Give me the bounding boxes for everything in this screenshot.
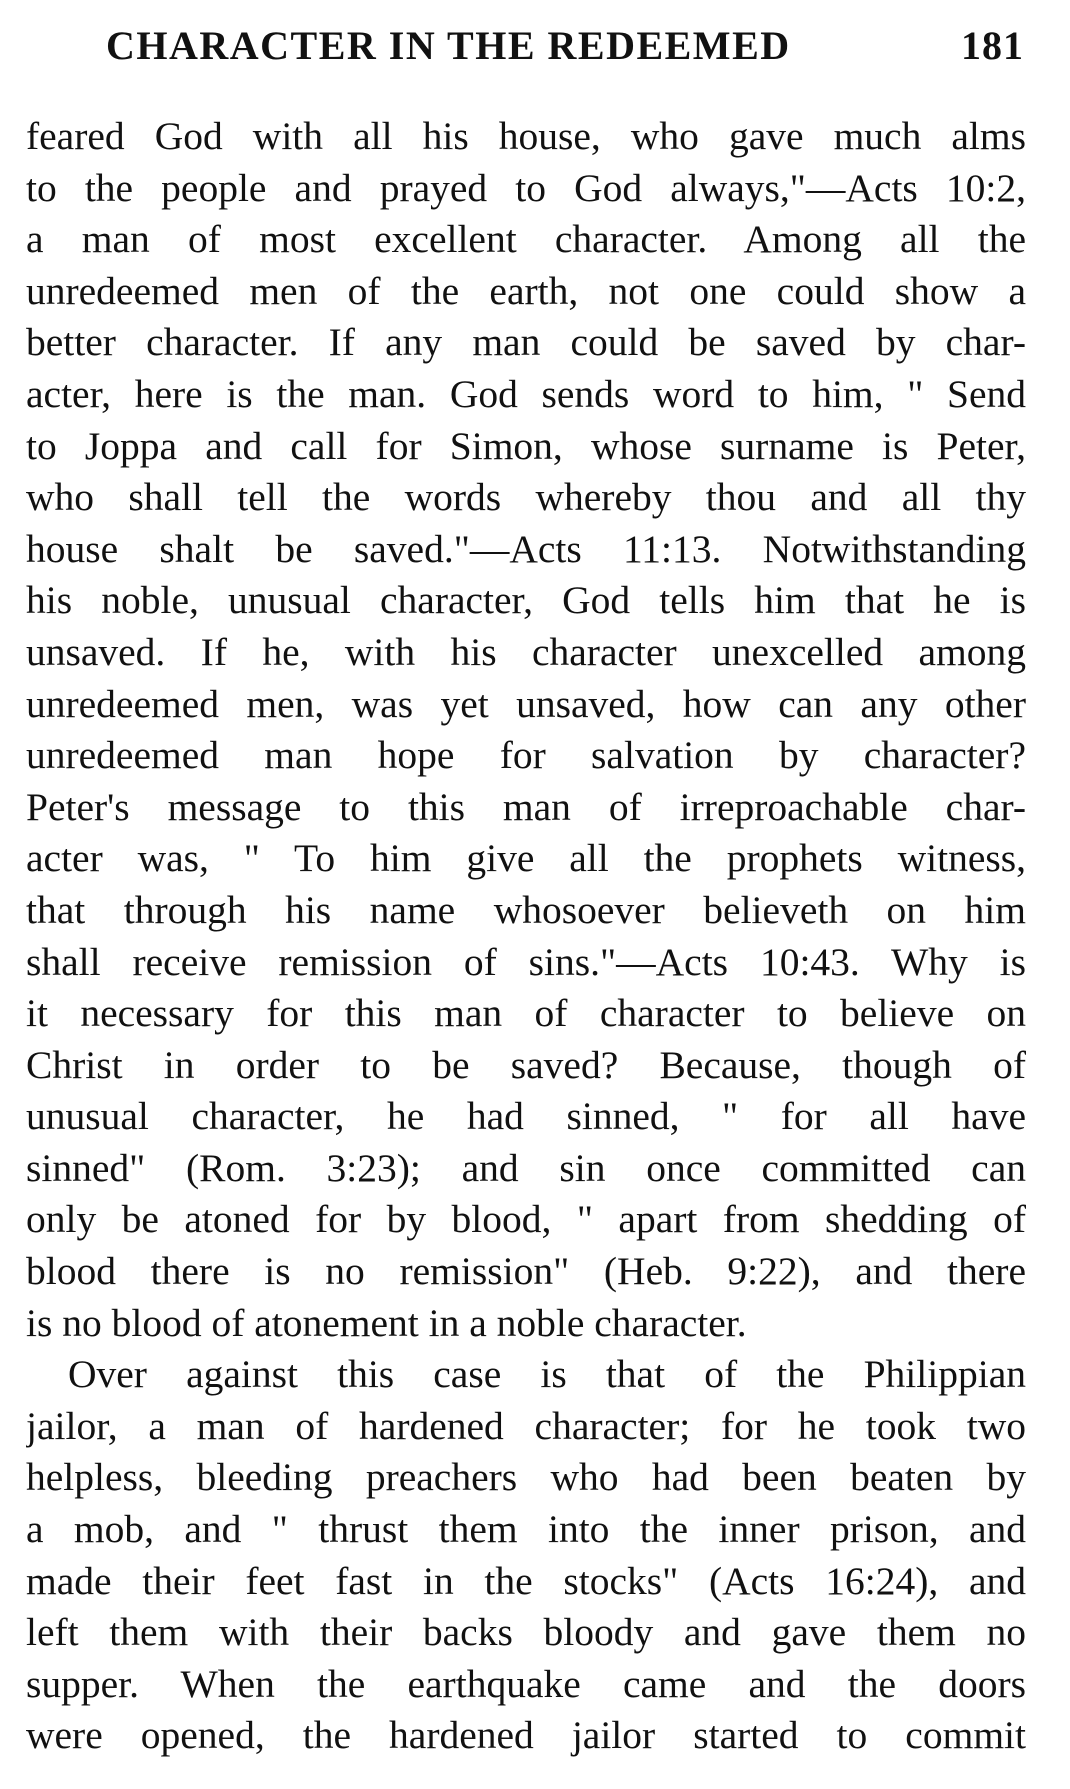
text-line: unusual character, he had sinned, " for all have (26, 1094, 1026, 1139)
text-line: better character. If any man could be saved by char- (26, 320, 1026, 365)
text-line: unredeemed man hope for salvation by character? (26, 733, 1026, 778)
text-line: jailor, a man of hardened character; for he took two (26, 1403, 1026, 1448)
text-line: sinned" (Rom. 3:23); and sin once committed can (26, 1145, 1026, 1190)
running-head (106, 22, 1024, 78)
text-line: only be atoned for by blood, " apart from shedding of (26, 1197, 1026, 1242)
text-line: made their feet fast in the stocks" (Acts 16:24), and (26, 1558, 1026, 1603)
text-line: is no blood of atonement in a noble character. (26, 1300, 747, 1345)
text-line: to Joppa and call for Simon, whose surname is Peter, (26, 423, 1026, 468)
text-line: Over against this case is that of the Philippian (68, 1352, 1026, 1397)
text-line: left them with their backs bloody and gave them no (26, 1610, 1026, 1655)
body-text (26, 111, 1026, 1762)
text-line: house shalt be saved."—Acts 11:13. Notwithstanding (26, 526, 1026, 571)
text-line: Peter's message to this man of irreproachable char- (26, 784, 1026, 829)
text-line: it necessary for this man of character to believe on (26, 991, 1026, 1036)
text-line: unredeemed men of the earth, not one could show a (26, 268, 1026, 313)
text-line: supper. When the earthquake came and the doors (26, 1661, 1026, 1706)
text-line: to the people and prayed to God always,"—Acts 10:2, (26, 165, 1026, 210)
text-line: his noble, unusual character, God tells him that he is (26, 578, 1026, 623)
page-number: 181 (961, 23, 1024, 68)
text-line: acter, here is the man. God sends word to him, " Send (26, 371, 1026, 416)
text-line: were opened, the hardened jailor started to commit (26, 1713, 1026, 1758)
text-line: a man of most excellent character. Among all the (26, 217, 1026, 262)
text-line: that through his name whosoever believeth on him (26, 887, 1026, 932)
text-line: acter was, " To him give all the prophets witness, (26, 836, 1026, 881)
running-head-title: CHARACTER IN THE REDEEMED (106, 23, 791, 68)
text-line: blood there is no remission" (Heb. 9:22), and there (26, 1249, 1026, 1294)
text-line: shall receive remission of sins."—Acts 10:43. Why is (26, 939, 1026, 984)
text-line: helpless, bleeding preachers who had been beaten by (26, 1455, 1026, 1500)
text-line: a mob, and " thrust them into the inner prison, and (26, 1507, 1026, 1552)
text-line: Christ in order to be saved? Because, though of (26, 1042, 1026, 1087)
text-line: unsaved. If he, with his character unexcelled among (26, 629, 1026, 674)
text-line: unredeemed men, was yet unsaved, how can any other (26, 681, 1026, 726)
text-line: who shall tell the words whereby thou and all thy (26, 475, 1026, 520)
text-line: feared God with all his house, who gave much alms (26, 114, 1026, 158)
